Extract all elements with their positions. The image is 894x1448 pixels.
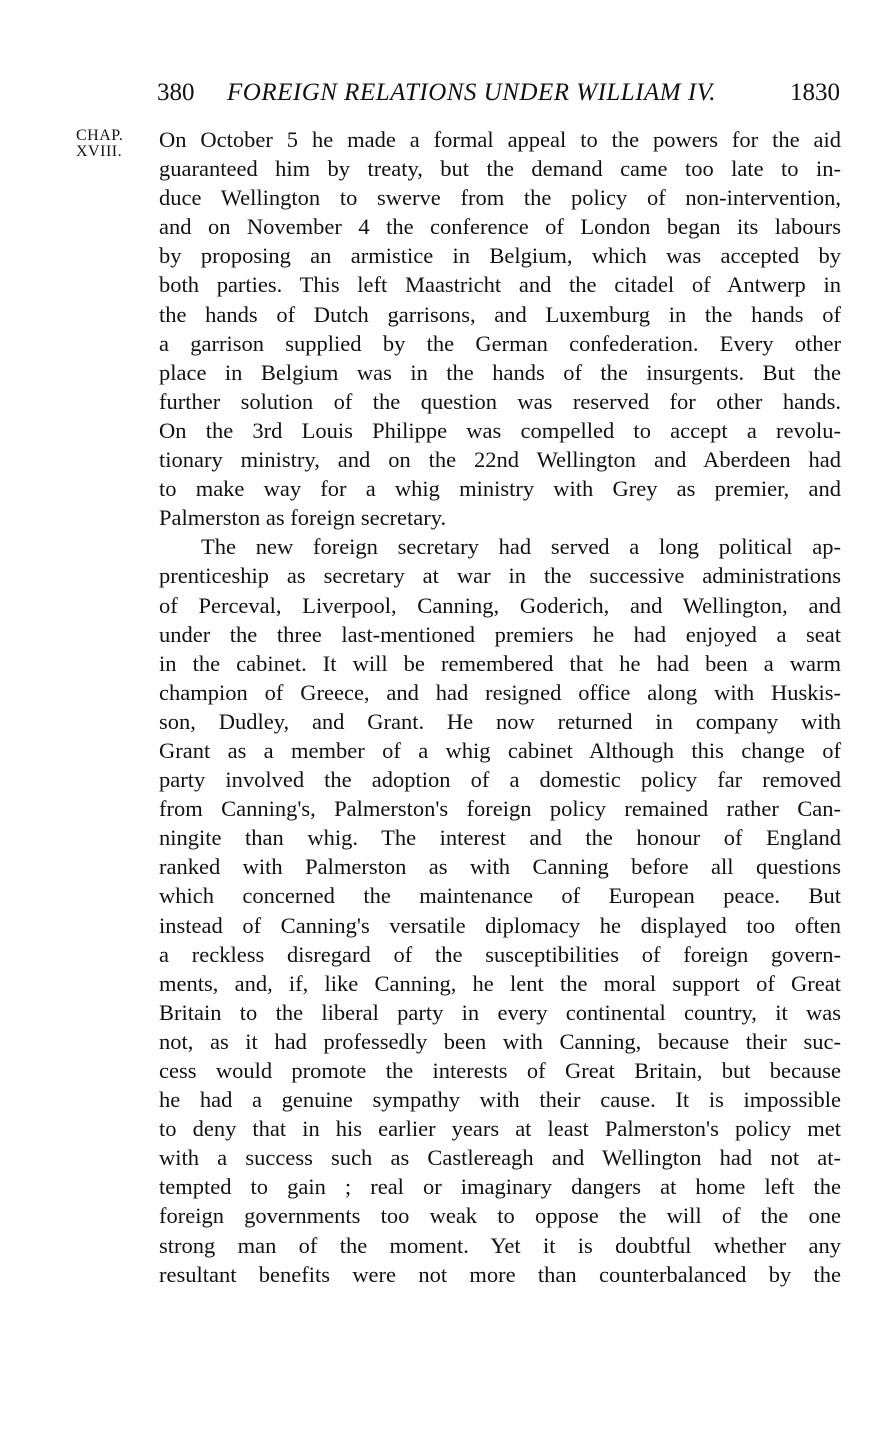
text-line: cess would promote the interests of Great Britain, but because <box>159 1058 841 1083</box>
running-head <box>157 76 840 110</box>
page-number: 380 <box>157 79 195 106</box>
text-line: further solution of the question was reserved for other hands. <box>159 388 841 414</box>
text-line: place in Belgium was in the hands of the insurgents. But the <box>159 359 841 385</box>
text-line: which concerned the maintenance of European peace. But <box>159 883 841 909</box>
text-line: ments, and, if, like Canning, he lent the moral support of Great <box>159 970 841 996</box>
running-title: FOREIGN RELATIONS UNDER WILLIAM IV. <box>227 79 716 106</box>
text-line: foreign governments too weak to oppose the will of the one <box>159 1203 841 1229</box>
text-line: ranked with Palmerston as with Canning before all questions <box>159 854 841 880</box>
text-line: by proposing an armistice in Belgium, which was accepted by <box>159 243 841 269</box>
text-line: champion of Greece, and had resigned office along with Huskis- <box>159 679 841 705</box>
text-line: from Canning's, Palmerston's foreign policy remained rather Can- <box>159 796 841 822</box>
chapter-label <box>76 128 158 160</box>
text-line: Britain to the liberal party in every continental country, it was <box>159 999 841 1025</box>
text-line: in the cabinet. It will be remembered that he had been a warm <box>159 650 841 676</box>
text-line: with a success such as Castlereagh and Wellington had not at- <box>159 1145 841 1171</box>
text-line: tionary ministry, and on the 22nd Wellington and Aberdeen had <box>159 447 841 473</box>
text-line: tempted to gain ; real or imaginary dangers at home left the <box>159 1174 841 1200</box>
text-line: duce Wellington to swerve from the policy of non-intervention, <box>159 185 841 211</box>
text-line: of Perceval, Liverpool, Canning, Goderich, and Wellington, and <box>159 592 841 618</box>
text-line: son, Dudley, and Grant. He now returned in company with <box>159 708 841 734</box>
text-line: strong man of the moment. Yet it is doubtful whether any <box>159 1232 841 1258</box>
running-year: 1830 <box>790 79 840 106</box>
text-line: Grant as a member of a whig cabinet Although this change of <box>159 737 841 763</box>
text-line: the hands of Dutch garrisons, and Luxemburg in the hands of <box>159 301 841 327</box>
text-line: resultant benefits were not more than counterbalanced by the <box>159 1261 841 1287</box>
text-line: he had a genuine sympathy with their cause. It is impossible <box>159 1087 841 1113</box>
text-line: guaranteed him by treaty, but the demand came too late to in- <box>159 156 841 182</box>
paragraph-1 <box>159 125 841 532</box>
text-line: prenticeship as secretary at war in the successive administrations <box>159 563 841 589</box>
text-line: not, as it had professedly been with Canning, because their suc- <box>159 1028 841 1054</box>
text-line: to deny that in his earlier years at least Palmerston's policy met <box>159 1116 841 1142</box>
text-line: to make way for a whig ministry with Grey as premier, and <box>159 476 841 502</box>
text-line: party involved the adoption of a domestic policy far removed <box>159 767 841 793</box>
text-line: Palmerston as foreign secretary. <box>159 505 447 531</box>
text-line: On the 3rd Louis Philippe was compelled to accept a revolu- <box>159 417 841 443</box>
text-line: instead of Canning's versatile diplomacy he displayed too often <box>159 912 841 938</box>
text-line: The new foreign secretary had served a long political ap- <box>201 534 841 560</box>
text-line: a garrison supplied by the German confederation. Every other <box>159 330 841 356</box>
text-line: a reckless disregard of the susceptibilities of foreign govern- <box>159 941 841 967</box>
text-line: under the three last-mentioned premiers he had enjoyed a seat <box>159 621 841 647</box>
chapter-label-chap: CHAP. <box>76 127 124 144</box>
paragraph-2 <box>159 532 841 1288</box>
text-line: and on November 4 the conference of London began its labours <box>159 214 841 240</box>
text-line: both parties. This left Maastricht and the citadel of Antwerp in <box>159 272 841 298</box>
text-line: On October 5 he made a formal appeal to the powers for the aid <box>159 127 841 152</box>
body-text <box>159 125 841 1289</box>
chapter-label-number: XVIII. <box>76 143 123 160</box>
text-line: ningite than whig. The interest and the honour of England <box>159 825 841 851</box>
